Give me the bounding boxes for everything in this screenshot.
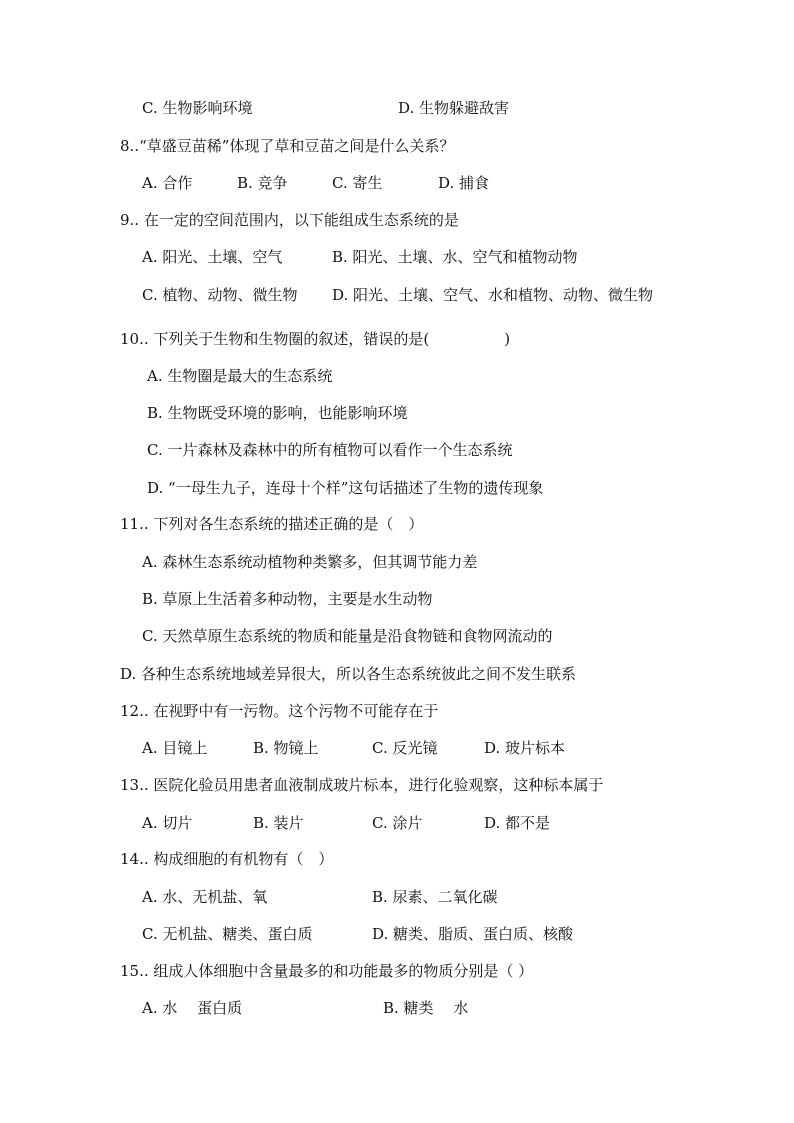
q8-option-b: B. 竞争: [237, 174, 288, 192]
q15-option-b: B. 糖类 水: [383, 999, 469, 1017]
q8-option-d: D. 捕食: [438, 174, 490, 192]
q11-option-d: D. 各种生态系统地域差异很大，所以各生态系统彼此之间不发生联系: [120, 665, 577, 683]
q11-option-c: C. 天然草原生态系统的物质和能量是沿食物链和食物网流动的: [142, 627, 553, 645]
q15-option-a: A. 水 蛋白质: [142, 999, 243, 1017]
q12-option-c: C. 反光镜: [372, 739, 438, 757]
q9-option-a: A. 阳光、土壤、空气: [142, 248, 283, 266]
q14-option-d: D. 糖类、脂质、蛋白质、核酸: [372, 925, 574, 943]
q14-option-c: C. 无机盐、糖类、蛋白质: [142, 925, 313, 943]
q10-stem: 10.. 下列关于生物和生物圈的叙述，错误的是( ): [120, 330, 511, 348]
q13-stem: 13.. 医院化验员用患者血液制成玻片标本，进行化验观察，这种标本属于: [120, 776, 604, 794]
q14-stem: 14.. 构成细胞的有机物有（ ）: [120, 850, 334, 868]
q12-option-a: A. 目镜上: [142, 739, 208, 757]
q13-option-a: A. 切片: [142, 814, 193, 832]
q10-option-b: B. 生物既受环境的影响，也能影响环境: [147, 404, 408, 422]
q9-stem: 9.. 在一定的空间范围内，以下能组成生态系统的是: [120, 211, 459, 229]
q13-option-d: D. 都不是: [484, 814, 551, 832]
q12-stem: 12.. 在视野中有一污物。这个污物不可能存在于: [120, 702, 439, 720]
q10-option-c: C. 一片森林及森林中的所有植物可以看作一个生态系统: [147, 441, 513, 459]
q8-stem: 8..“草盛豆苗稀”体现了草和豆苗之间是什么关系？: [120, 137, 455, 155]
q15-stem: 15.. 组成人体细胞中含量最多的和功能最多的物质分别是（ ）: [120, 962, 534, 980]
q8-option-a: A. 合作: [142, 174, 193, 192]
q9-option-c: C. 植物、动物、微生物: [142, 286, 298, 304]
q10-option-a: A. 生物圈是最大的生态系统: [147, 367, 333, 385]
q13-option-c: C. 涂片: [372, 814, 423, 832]
q12-option-d: D. 玻片标本: [484, 739, 566, 757]
q9-option-b: B. 阳光、土壤、水、空气和植物动物: [332, 248, 578, 266]
q8-option-c: C. 寄生: [332, 174, 383, 192]
q11-option-a: A. 森林生态系统动植物种类繁多，但其调节能力差: [142, 553, 478, 571]
q12-option-b: B. 物镜上: [253, 739, 319, 757]
q11-option-b: B. 草原上生活着多种动物，主要是水生动物: [142, 590, 433, 608]
q10-option-d: D. “一母生九子，连母十个样”这句话描述了生物的遗传现象: [147, 479, 544, 497]
q13-option-b: B. 装片: [253, 814, 304, 832]
q7-option-d: D. 生物躲避敌害: [398, 99, 510, 117]
q14-option-b: B. 尿素、二氧化碳: [372, 888, 498, 906]
q7-option-c: C. 生物影响环境: [142, 99, 253, 117]
q9-option-d: D. 阳光、土壤、空气、水和植物、动物、微生物: [332, 286, 654, 304]
q14-option-a: A. 水、无机盐、氧: [142, 888, 268, 906]
q11-stem: 11.. 下列对各生态系统的描述正确的是（ ）: [120, 515, 424, 533]
